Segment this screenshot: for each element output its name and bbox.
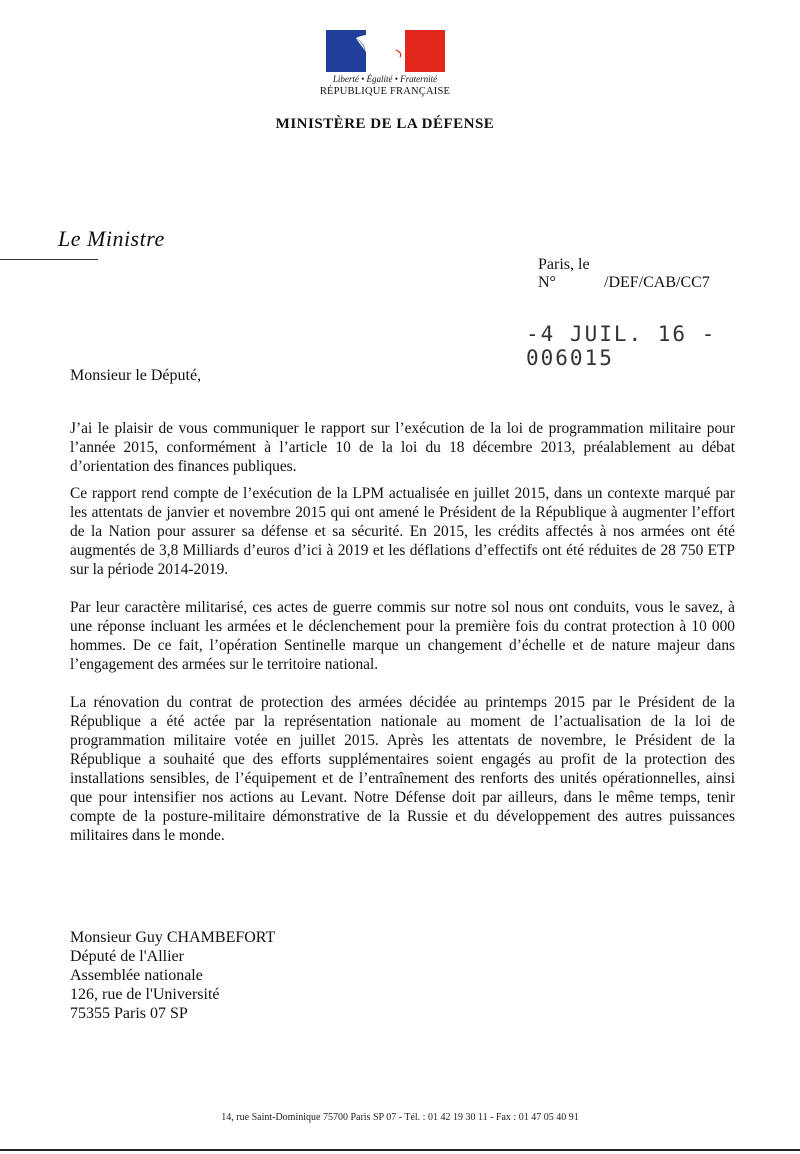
- letter-paragraph: La rénovation du contrat de protection des armées décidée au printemps 2015 par le Président de la République a été actée par la représentation nationale au moment de l’actualisation de la loi de programmation militaire votée en juillet 2015. Après les attentats de novembre, le Président de la République a souhaité que des efforts supplémentaires soient engagés au profit de la protection des installations sensibles, de l’équipement et de l’entraînement des renforts des unités opérationnelles, ainsi que pour intensifier nos actions au Levant. Notre Défense doit par ailleurs, dans le même temps, tenir compte de la posture-militaire démonstrative de la Russie et du développement des autres puissances militaires dans le monde.: [70, 694, 735, 844]
- republic-motto: Liberté • Égalité • Fraternité: [332, 74, 438, 84]
- reference-number-label: N°: [538, 274, 556, 291]
- marianne-logo: [326, 30, 445, 72]
- ministry-name: MINISTÈRE DE LA DÉFENSE: [275, 116, 495, 132]
- reference-code: /DEF/CAB/CC7: [604, 274, 710, 291]
- recipient-city: 75355 Paris 07 SP: [70, 1005, 188, 1022]
- letter-paragraph: J’ai le plaisir de vous communiquer le rapport sur l’exécution de la loi de programmation militaire pour l’année 2015, conformément à l’article 10 de la loi du 18 décembre 2013, préalablement au débat d’orientation des finances publiques.: [70, 420, 735, 475]
- letter-paragraph: Par leur caractère militarisé, ces actes de guerre commis sur notre sol nous ont conduits, vous le savez, à une réponse incluant les armées et le déclenchement pour la première fois du contrat protection à 10 000 hommes. De ce fait, l’opération Sentinelle marque un changement d’échelle et de nature majeur dans l’engagement des armées sur le territoire national.: [70, 599, 735, 673]
- date-registration-stamp: -4 JUIL. 16 - 006015: [526, 322, 717, 370]
- footer-address: 14, rue Saint-Dominique 75700 Paris SP 07 - Tél. : 01 42 19 30 11 - Fax : 01 47 05 40 91: [221, 1112, 579, 1123]
- recipient-role: Député de l'Allier: [70, 948, 184, 965]
- sender-title: Le Ministre: [58, 226, 165, 251]
- recipient-name: Monsieur Guy CHAMBEFORT: [70, 929, 276, 946]
- recipient-address: [70, 928, 275, 1023]
- recipient-street: 126, rue de l'Université: [70, 986, 220, 1003]
- letter-place: Paris, le: [538, 256, 590, 273]
- letter-paragraph: Ce rapport rend compte de l’exécution de la LPM actualisée en juillet 2015, dans un contexte marqué par les attentats de janvier et novembre 2015 qui ont amené le Président de la République à augmenter l’effort de la Nation pour assurer sa défense et sa sécurité. En 2015, les crédits affectés à nos armées ont été augmentés de 3,8 Milliards d’euros d’ici à 2019 et les déflations d’effectifs ont été réduites de 28 750 ETP sur la période 2014-2019.: [70, 485, 735, 578]
- salutation: Monsieur le Député,: [70, 367, 202, 384]
- recipient-institution: Assemblée nationale: [70, 967, 203, 984]
- page-bottom-rule: [0, 1149, 800, 1151]
- republic-name: RÉPUBLIQUE FRANÇAISE: [319, 86, 451, 97]
- sender-title-rule: [0, 259, 98, 260]
